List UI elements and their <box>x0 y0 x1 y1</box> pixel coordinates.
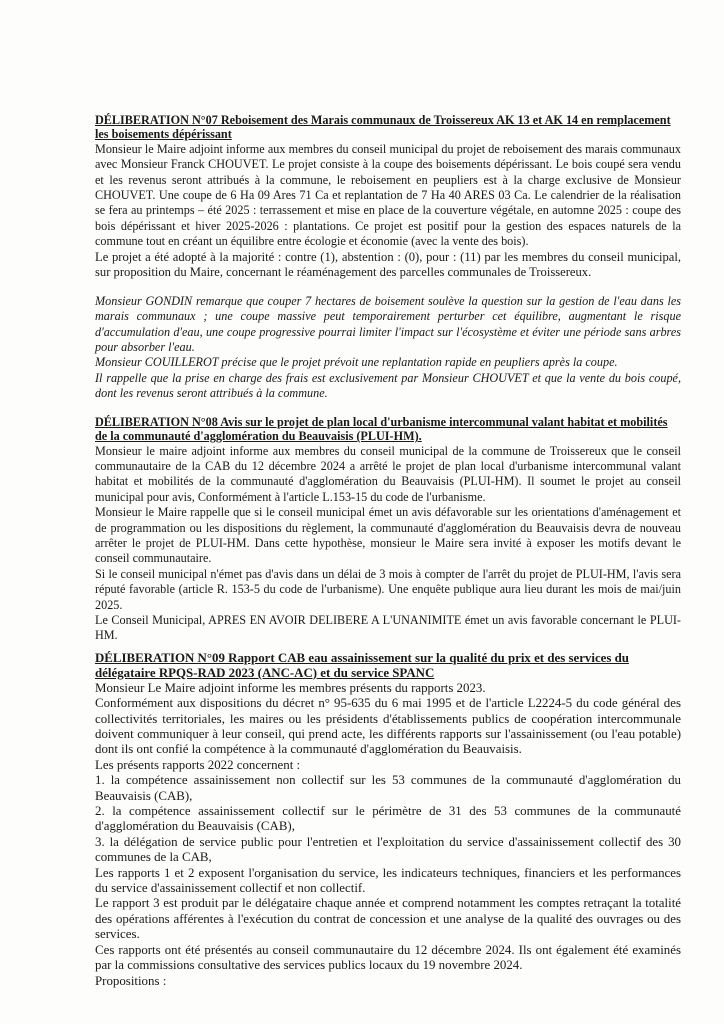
deliberation-07-remark: Il rappelle que la prise en charge des frais est exclusivement par Monsieur CHOUVET et que la vente du bois coupé, dont les revenus seront attribués à la commune. <box>95 370 681 401</box>
deliberation-09-title: DÉLIBERATION N°09 Rapport CAB eau assainissement sur la qualité du prix et des services du délégataire RPQS-RAD 2023 (ANC-AC) et du service SPANC <box>95 650 629 680</box>
deliberation-09-paragraph: Monsieur Le Maire adjoint informe les membres présents du rapports 2023. <box>95 680 486 695</box>
deliberation-09 <box>95 651 681 989</box>
deliberation-09-list-item: 1. la compétence assainissement non collectif sur les 53 communes de la communauté d'agglomération du Beauvaisis (CAB), <box>95 773 681 803</box>
deliberation-09-paragraph: Ces rapports ont été présentés au conseil communautaire du 12 décembre 2024. Ils ont également été examinés par la commissions consultative des services publics locaux du 19 novembre 2024. <box>95 942 681 973</box>
deliberation-09-paragraph: Les rapports 1 et 2 exposent l'organisation du service, les indicateurs techniques, financiers et les performances du service d'assainissement collectif et non collectif. <box>95 865 681 896</box>
deliberation-09-paragraph: Conformément aux dispositions du décret n° 95-635 du 6 mai 1995 et de l'article L2224-5 du code général des collectivités territoriales, les maires ou les présidents d'établissements publics de coopération intercommunale doivent communiquer à leur conseil, qui prend acte, les différents rapports sur l'assainissement (ou l'eau potable) dont ils ont confié la compétence à la communauté d'agglomération du Beauvaisis. <box>95 696 681 757</box>
deliberation-07-remark: Monsieur GONDIN remarque que couper 7 hectares de boisement soulève la question sur la gestion de l'eau dans les marais communaux ; une coupe massive peut temporairement perturber cet équilibre, augmentant le risque d'accumulation d'eau, une coupe progressive pourrai limiter l'impact sur l'écosystème et éviter une période sans arbres pour absorber l'eau. <box>95 293 681 355</box>
deliberation-07-paragraph: Monsieur le Maire adjoint informe aux membres du conseil municipal du projet de reboisement des marais communaux avec Monsieur Franck CHOUVET. Le projet consiste à la coupe des boisements dépérissant. Le bois coupé sera vendu et les revenus seront attribués à la commune, le reboisement en peupliers est à la charge exclusive de Monsieur CHOUVET. Une coupe de 6 Ha 09 Ares 71 Ca et replantation de 7 Ha 40 ARES 03 Ca. Le calendrier de la réalisation se fera au printemps – été 2025 : terrassement et mise en place de la couverture végétale, en automne 2025 : coupe des bois dépérissant et hiver 2025-2026 : plantations. Ce projet est positif pour la gestion des espaces naturels de la commune tout en créant un équilibre entre écologie et économie (avec la vente des bois). <box>95 141 681 249</box>
deliberation-09-paragraph: Le rapport 3 est produit par le délégataire chaque année et comprend notamment les comptes retraçant la totalité des opérations afférentes à l'exécution du contrat de concession et une analyse de la qualité des ouvrages ou des services. <box>95 896 681 942</box>
deliberation-08-paragraph: Monsieur le maire adjoint informe aux membres du conseil municipal de la commune de Troissereux que le conseil communautaire de la CAB du 12 décembre 2024 a arrêté le projet de plan local d'urbanisme intercommunal valant habitat et mobilités de la communauté d'agglomération du Beauvaisis (PLUI-HM). Il soumet le projet au conseil municipal pour avis, Conformément à l'article L.153-15 du code de l'urbanisme. <box>95 443 681 504</box>
deliberation-07-paragraph: Le projet a été adopté à la majorité : contre (1), abstention : (0), pour : (11) par les membres du conseil municipal, sur proposition du Maire, concernant le réaménagement des parcelles communales de Troissereux. <box>95 249 681 280</box>
deliberation-08-title: DÉLIBERATION N°08 Avis sur le projet de plan local d'urbanisme intercommunal valant habitat et mobilités de la communauté d'agglomération du Beauvaisis (PLUI-HM). <box>95 414 668 444</box>
deliberation-07-remark: Monsieur COUILLEROT précise que le projet prévoit une replantation rapide en peupliers après la coupe. <box>95 355 618 370</box>
deliberation-07-title: DÉLIBERATION N°07 Reboisement des Marais communaux de Troissereux AK 13 et AK 14 en remplacement les boisements dépérissant <box>95 113 671 142</box>
deliberation-08 <box>95 415 681 644</box>
deliberation-08-paragraph: Monsieur le Maire rappelle que si le conseil municipal émet un avis défavorable sur les orientations d'aménagement et de programmation ou les dispositions du règlement, la communauté d'agglomération du Beauvaisis devra de nouveau arrêter le projet de PLUI-HM. Dans cette hypothèse, monsieur le Maire sera invité à exposer les motifs devant le conseil communautaire. <box>95 505 681 566</box>
deliberation-08-paragraph: Si le conseil municipal n'émet pas d'avis dans un délai de 3 mois à compter de l'arrêt du projet de PLUI-HM, l'avis sera réputé favorable (article R. 153-5 du code de l'urbanisme). Une enquête publique aura lieu durant les mois de mai/juin 2025. <box>95 566 681 612</box>
deliberation-09-paragraph: Propositions : <box>95 973 167 988</box>
deliberation-07 <box>95 113 681 402</box>
deliberation-09-paragraph: Les présents rapports 2022 concernent : <box>95 757 301 772</box>
deliberation-08-paragraph: Le Conseil Municipal, APRES EN AVOIR DELIBERE A L'UNANIMITE émet un avis favorable concernant le PLUI-HM. <box>95 612 681 643</box>
deliberation-09-list-item: 2. la compétence assainissement collectif sur le périmètre de 31 des 53 communes de la communauté d'agglomération du Beauvaisis (CAB), <box>95 804 681 834</box>
deliberation-09-list-item: 3. la délégation de service public pour l'entretien et l'exploitation du service d'assainissement collectif des 30 communes de la CAB, <box>95 834 681 865</box>
document-content <box>95 113 681 989</box>
